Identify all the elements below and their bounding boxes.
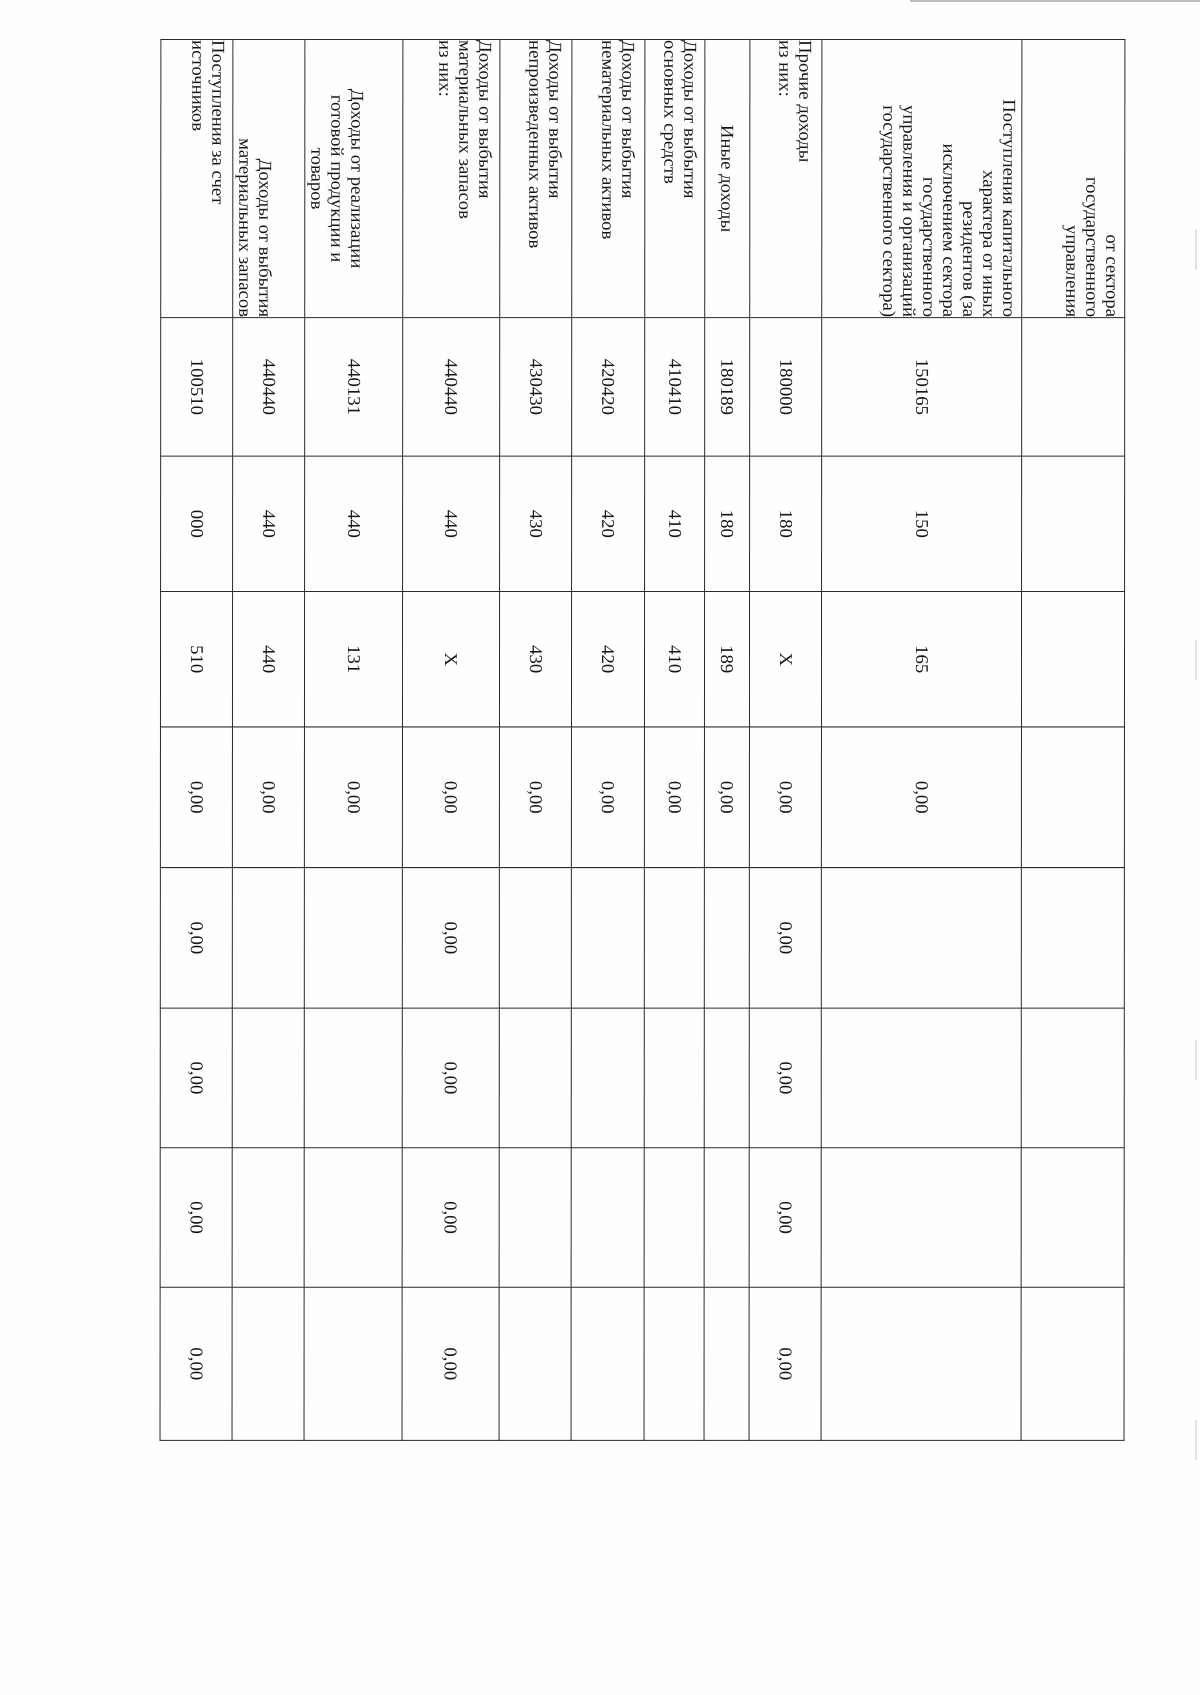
amount-cell: 0,00	[499, 727, 571, 868]
row-label-cell	[500, 40, 572, 318]
page-edge-tick	[1195, 230, 1197, 270]
amount-cell	[571, 1148, 644, 1288]
amount-cell: 0,00	[402, 868, 499, 1009]
table-row	[749, 40, 822, 1441]
amount-cell	[821, 1287, 1021, 1440]
amount-cell: 0,00	[304, 727, 402, 868]
row-label: Иные доходы	[717, 124, 738, 233]
table-row	[571, 40, 645, 1441]
amount-cell: 0,00	[160, 1008, 232, 1148]
amount-cell	[821, 1008, 1021, 1148]
amount-cell: 0,00	[160, 868, 232, 1009]
amount-cell	[704, 868, 749, 1009]
amount-cell	[304, 1287, 402, 1440]
kosgu-code: 180	[705, 456, 750, 591]
amount-cell	[571, 1287, 644, 1440]
amount-cell: 0,00	[571, 727, 644, 868]
row-code: 440440	[233, 318, 305, 457]
table-row	[821, 40, 1022, 1441]
row-label: Поступления капитального характера от иных резидентов (за исключением сектора государственного управления и организаций государственного сектора)	[879, 99, 1020, 318]
row-label: Доходы от выбытия непроизведенных активов	[525, 40, 566, 249]
row-label: Доходы от выбытия нематериальных активов	[598, 40, 639, 240]
row-code: 410410	[645, 318, 705, 457]
kosgu-code: 150	[822, 456, 1022, 591]
page-edge-tick	[1195, 640, 1197, 680]
row-code: 150165	[822, 318, 1022, 457]
amount-cell	[499, 1148, 571, 1288]
article-code: 510	[160, 592, 232, 727]
amount-cell	[232, 1008, 304, 1148]
row-label-cell	[1022, 40, 1125, 318]
table-row	[644, 40, 705, 1441]
page-edge-tick	[1195, 1420, 1197, 1460]
kosgu-code: 180	[750, 456, 822, 591]
article-code: 131	[304, 592, 402, 727]
row-label: Поступления за счет источников	[188, 40, 229, 205]
amount-cell: 0,00	[644, 727, 704, 868]
amount-cell	[644, 1287, 704, 1440]
amount-cell	[304, 1148, 402, 1288]
kosgu-code	[1022, 456, 1125, 591]
kosgu-code: 410	[645, 456, 705, 591]
row-code: 100510	[161, 318, 233, 457]
amount-cell	[644, 1008, 704, 1148]
amount-cell: 0,00	[749, 1287, 821, 1440]
row-label-cell	[305, 40, 403, 318]
amount-cell	[1021, 868, 1124, 1009]
amount-cell	[1021, 1008, 1124, 1148]
amount-cell	[704, 1287, 749, 1440]
amount-cell	[571, 868, 644, 1009]
amount-cell: 0,00	[402, 1148, 499, 1288]
table-row	[232, 40, 305, 1441]
row-label-cell	[572, 40, 645, 318]
amount-cell	[1021, 1148, 1124, 1288]
amount-cell	[821, 1148, 1021, 1288]
row-code: 440440	[403, 318, 500, 457]
kosgu-code: 000	[161, 456, 233, 591]
amount-cell	[499, 868, 571, 1009]
amount-cell	[232, 868, 304, 1009]
amount-cell	[499, 1008, 571, 1148]
row-label-cell	[233, 40, 305, 318]
amount-cell	[304, 1008, 402, 1148]
page-edge-line	[910, 0, 1200, 2]
rotated-document	[85, 39, 1126, 1440]
amount-cell: 0,00	[160, 1148, 232, 1288]
row-label-cell	[403, 40, 500, 318]
table-row	[499, 40, 572, 1441]
article-code: X	[749, 592, 821, 727]
article-code: 189	[704, 592, 749, 727]
row-code: 180189	[705, 318, 750, 457]
row-code: 420420	[572, 318, 645, 457]
amount-cell: 0,00	[402, 1008, 499, 1148]
article-code: 440	[232, 592, 304, 727]
amount-cell	[704, 1148, 749, 1288]
amount-cell: 0,00	[749, 1148, 821, 1288]
row-label-cell	[705, 40, 750, 318]
amount-cell	[232, 1148, 304, 1288]
article-code: 410	[644, 592, 704, 727]
amount-cell	[1021, 1287, 1124, 1440]
row-label: Доходы от выбытия материальных запасов	[235, 138, 276, 318]
row-label: Доходы от выбытия материальных запасов из них:	[435, 40, 496, 220]
article-code: 430	[499, 592, 571, 727]
table-row	[1021, 40, 1125, 1441]
table-row	[402, 40, 500, 1441]
row-label-cell	[645, 40, 705, 318]
amount-cell	[304, 868, 402, 1009]
amount-cell	[821, 868, 1021, 1009]
amount-cell	[232, 1287, 304, 1440]
article-code: X	[402, 592, 499, 727]
article-code: 165	[821, 592, 1021, 727]
amount-cell: 0,00	[749, 868, 821, 1009]
row-label: Доходы от реализации готовой продукции и товаров	[307, 88, 368, 269]
amount-cell: 0,00	[821, 727, 1021, 868]
amount-cell: 0,00	[160, 1287, 232, 1440]
row-code: 440131	[305, 318, 403, 457]
amount-cell: 0,00	[749, 727, 821, 868]
row-code: 180000	[750, 318, 822, 457]
amount-cell	[704, 1008, 749, 1148]
amount-cell	[644, 1148, 704, 1288]
kosgu-code: 420	[572, 456, 645, 591]
amount-cell: 0,00	[402, 1287, 499, 1440]
amount-cell: 0,00	[749, 1008, 821, 1148]
amount-cell	[644, 868, 704, 1009]
kosgu-code: 440	[305, 456, 403, 591]
row-code: 430430	[500, 318, 572, 457]
amount-cell	[571, 1008, 644, 1148]
amount-cell: 0,00	[402, 727, 499, 868]
table-row	[304, 40, 403, 1441]
row-label-cell	[750, 40, 822, 318]
article-code	[1021, 592, 1124, 727]
row-label: Доходы от выбытия основных средств	[660, 40, 701, 199]
amount-cell: 0,00	[704, 727, 749, 868]
amount-cell	[499, 1287, 571, 1440]
table-row	[704, 40, 750, 1441]
article-code: 420	[571, 592, 644, 727]
amount-cell: 0,00	[232, 727, 304, 868]
income-table	[160, 39, 1126, 1441]
kosgu-code: 440	[233, 456, 305, 591]
kosgu-code: 430	[500, 456, 572, 591]
row-label: Прочие доходы из них:	[775, 40, 816, 163]
kosgu-code: 440	[403, 456, 500, 591]
page-edge-tick	[1195, 1040, 1197, 1080]
amount-cell: 0,00	[160, 727, 232, 868]
row-label-cell	[161, 40, 233, 318]
row-label-cell	[822, 40, 1022, 318]
amount-cell	[1021, 727, 1124, 868]
table-body	[160, 40, 1125, 1441]
row-label: от сектора государственного управления	[1062, 176, 1123, 318]
row-code	[1022, 318, 1125, 457]
table-row	[160, 40, 233, 1441]
